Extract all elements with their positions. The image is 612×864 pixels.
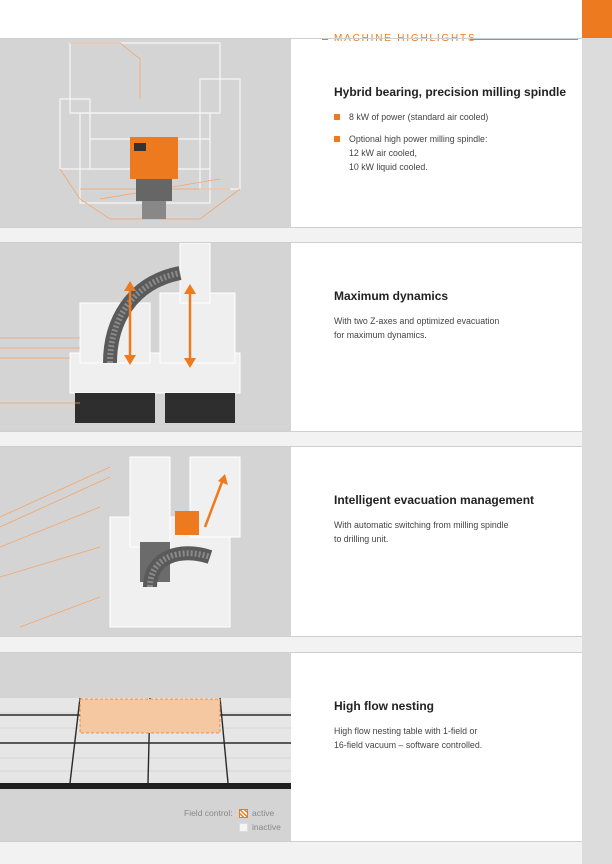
legend-row-active bbox=[184, 807, 274, 819]
body-line: for maximum dynamics. bbox=[334, 330, 427, 340]
spindle-bullets bbox=[334, 110, 574, 174]
nesting-text bbox=[334, 698, 574, 752]
section-gap bbox=[0, 431, 582, 447]
highlight-nesting bbox=[0, 653, 582, 841]
legend-label: Field control: bbox=[184, 808, 233, 818]
highlight-dynamics bbox=[0, 243, 582, 431]
legend-inactive: inactive bbox=[252, 822, 281, 832]
bullet-line: Optional high power milling spindle: bbox=[349, 134, 488, 144]
gap-band bbox=[0, 842, 582, 864]
gap-band bbox=[0, 637, 582, 652]
body-line: High flow nesting table with 1-field or bbox=[334, 726, 478, 736]
dynamics-illustration bbox=[0, 243, 291, 431]
evacuation-illustration bbox=[0, 447, 291, 636]
highlight-spindle bbox=[0, 39, 582, 227]
nesting-body bbox=[334, 724, 574, 752]
evacuation-title: Intelligent evacuation management bbox=[334, 493, 535, 507]
body-line: 16-field vacuum – software controlled. bbox=[334, 740, 483, 750]
bullet-square-icon bbox=[334, 114, 340, 120]
gap-band bbox=[0, 228, 582, 242]
spindle-illustration bbox=[0, 39, 291, 227]
body-line: With two Z-axes and optimized evacuation bbox=[334, 316, 500, 326]
bullet-text: 8 kW of power (standard air cooled) bbox=[349, 112, 489, 122]
section-gap bbox=[0, 227, 582, 243]
bullet-line: 10 kW liquid cooled. bbox=[349, 162, 428, 172]
dynamics-drawing bbox=[0, 243, 291, 431]
dynamics-title: Maximum dynamics bbox=[334, 289, 449, 303]
active-swatch-icon bbox=[239, 809, 248, 818]
spindle-text bbox=[334, 84, 574, 182]
section-gap bbox=[0, 841, 582, 864]
page-corner-tab bbox=[582, 0, 612, 38]
evacuation-drawing bbox=[0, 447, 291, 636]
dynamics-text bbox=[334, 288, 574, 342]
field-control-legend bbox=[184, 807, 294, 837]
nesting-title: High flow nesting bbox=[334, 699, 434, 713]
highlight-evacuation bbox=[0, 447, 582, 636]
spindle-drawing bbox=[0, 39, 291, 227]
dynamics-body bbox=[334, 314, 574, 342]
legend-row-inactive bbox=[239, 821, 281, 833]
body-line: to drilling unit. bbox=[334, 534, 389, 544]
page-side-strip bbox=[582, 38, 612, 864]
gap-band bbox=[0, 432, 582, 446]
bullet-item bbox=[334, 110, 574, 124]
evacuation-text bbox=[334, 492, 574, 546]
bullet-item bbox=[334, 132, 574, 174]
bullet-square-icon bbox=[334, 136, 340, 142]
spindle-title: Hybrid bearing, precision milling spindle bbox=[334, 85, 567, 99]
legend-active: active bbox=[252, 808, 275, 818]
bullet-line: 12 kW air cooled, bbox=[349, 148, 417, 158]
body-line: With automatic switching from milling spindle bbox=[334, 520, 509, 530]
section-gap bbox=[0, 636, 582, 653]
inactive-swatch-icon bbox=[239, 823, 248, 832]
evacuation-body bbox=[334, 518, 574, 546]
